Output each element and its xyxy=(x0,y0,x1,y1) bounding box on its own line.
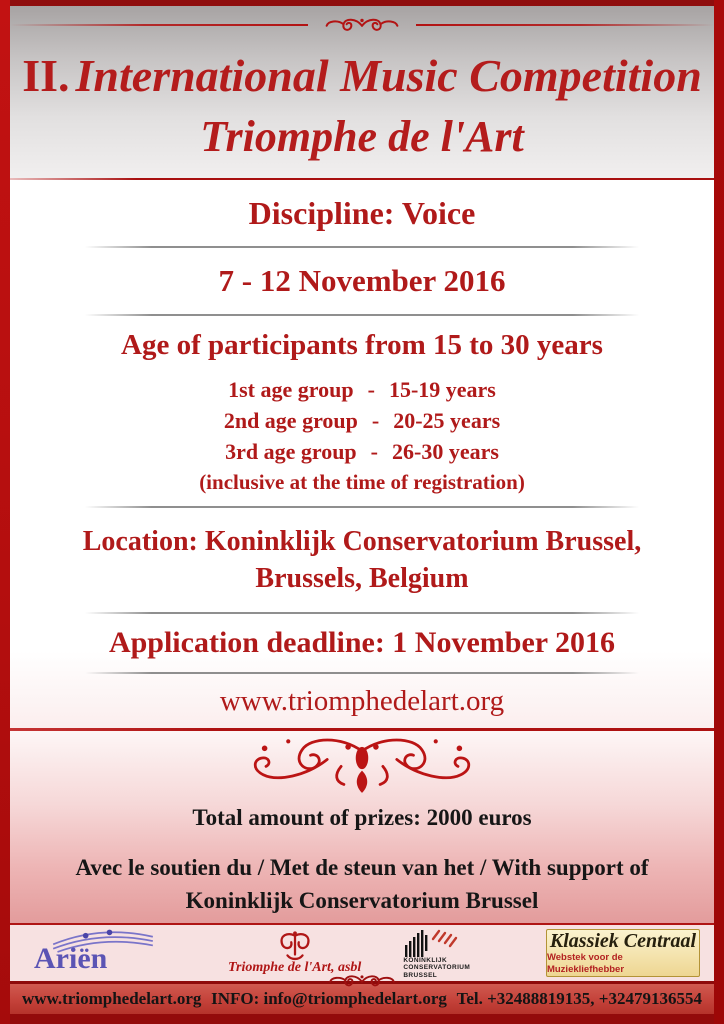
age-heading: Age of participants from 15 to 30 years xyxy=(121,329,603,361)
title-text: International Music Competition xyxy=(75,50,702,101)
conservatorium-line-1: KONINKLIJK xyxy=(403,956,448,964)
age-group-range: 15-19 years xyxy=(388,377,496,402)
klassiek-logo-tagline: Webstek voor de Muziekliefhebber xyxy=(546,952,625,975)
arien-logo xyxy=(24,926,192,980)
age-group-label: 1st age group xyxy=(228,377,354,402)
main-content xyxy=(10,180,714,728)
conservatorium-logo xyxy=(397,927,523,980)
age-group-row xyxy=(10,374,714,405)
scroll-ornament-icon xyxy=(320,972,404,990)
location-line-1: Location: Koninklijk Conservatorium Brussel, xyxy=(82,526,642,557)
age-group-range: 20-25 years xyxy=(393,408,501,433)
location-line-2: Brussels, Belgium xyxy=(255,563,469,594)
age-group-label: 2nd age group xyxy=(223,408,358,433)
frame-right xyxy=(714,0,724,1024)
klassiek-centraal-logo xyxy=(546,929,700,977)
crest-ornament-icon xyxy=(273,930,317,962)
discipline-line: Discipline: Voice xyxy=(248,194,476,231)
triomphe-logo-text: Triomphe de l'Art, asbl xyxy=(228,960,362,975)
frame-bottom xyxy=(10,1014,714,1024)
support-section xyxy=(10,851,714,917)
triomphe-logo xyxy=(215,930,375,976)
contact-website: www.triomphedelart.org xyxy=(22,989,202,1008)
arien-logo-text: Ariën xyxy=(34,942,108,975)
poster-subtitle: Triomphe de l'Art xyxy=(200,112,524,161)
website-line: www.triomphedelart.org xyxy=(219,684,505,717)
ornament-line-left xyxy=(10,24,308,26)
flourish-ornament-icon xyxy=(236,733,488,797)
age-group-dash: - xyxy=(371,408,380,433)
deadline-line: Application deadline: 1 November 2016 xyxy=(108,626,616,659)
support-line-1: Avec le soutien du / Met de steun van het / With support of xyxy=(75,855,649,880)
title-numeral: II. xyxy=(22,50,70,101)
contact-email: INFO: info@triomphedelart.org xyxy=(211,989,447,1008)
age-groups-list xyxy=(10,374,714,467)
age-group-label: 3rd age group xyxy=(225,439,357,464)
bottom-section xyxy=(10,731,714,923)
age-group-range: 26-30 years xyxy=(392,439,499,464)
scroll-ornament-icon xyxy=(314,15,410,35)
support-line-2: Koninklijk Conservatorium Brussel xyxy=(185,888,539,913)
ornament-line-right xyxy=(416,24,714,26)
age-group-row xyxy=(10,436,714,467)
age-group-dash: - xyxy=(367,377,375,402)
header-ornament-divider xyxy=(10,14,714,36)
klassiek-logo-text: Klassiek Centraal xyxy=(549,930,697,952)
conservatorium-line-2: CONSERVATORIUM xyxy=(403,964,471,972)
location-section xyxy=(10,508,714,612)
organ-pipes-icon xyxy=(403,927,459,957)
frame-left xyxy=(0,0,10,1024)
age-group-dash: - xyxy=(370,439,378,464)
footer-ornament-divider xyxy=(10,981,714,984)
contact-phone: Tel. +32488819135, +32479136554 xyxy=(456,989,702,1008)
header xyxy=(10,6,714,178)
prizes-line: Total amount of prizes: 2000 euros xyxy=(192,805,532,830)
dates-line: 7 - 12 November 2016 xyxy=(218,263,506,298)
age-section xyxy=(10,316,714,506)
conservatorium-line-3: BRUSSEL xyxy=(403,971,438,979)
age-group-row xyxy=(10,405,714,436)
poster-title xyxy=(10,50,714,102)
conservatorium-logo-text xyxy=(403,957,470,980)
age-note: (inclusive at the time of registration) xyxy=(199,470,525,494)
